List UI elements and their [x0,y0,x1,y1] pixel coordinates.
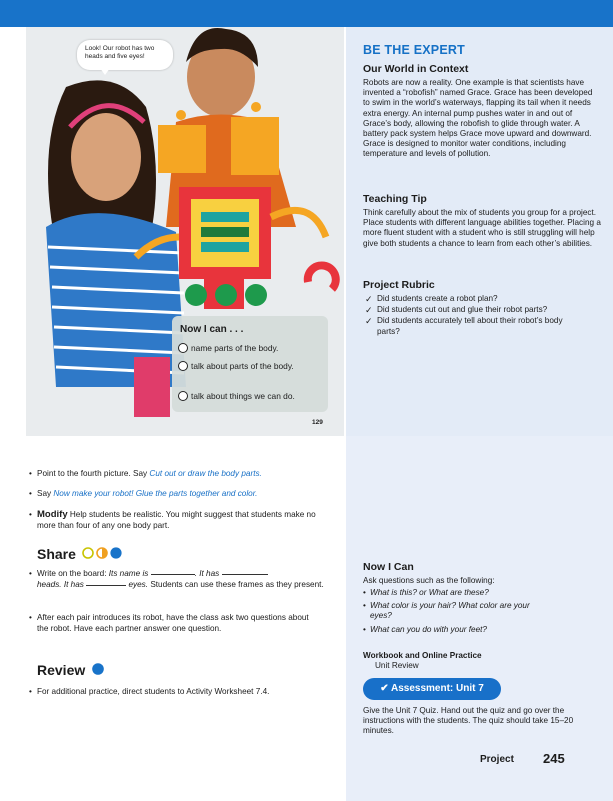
review-bullet: • For additional practice, direct students to Activity Worksheet 7.4. [29,687,270,696]
checkbox-circle-icon [178,361,188,371]
rubric-item: ✓ Did students create a robot plan? [365,294,498,304]
review-level-icon [91,662,107,676]
be-the-expert-title: BE THE EXPERT [363,43,465,57]
question-bullet: • What can you do with your feet? [363,625,487,634]
project-rubric-heading: Project Rubric [363,279,435,291]
assessment-text: Give the Unit 7 Quiz. Hand out the quiz and go over the instructions with the students. The quiz should take 15–20 minutes. [363,706,574,736]
speech-bubble-tail [100,68,110,75]
modify-bullet: • Modify Help students be realistic. You might suggest that students make no more than four of any one body part. [29,509,316,530]
checkmark-icon: ✓ [365,294,373,304]
top-color-bar [0,0,613,27]
checkbox-circle-icon [178,343,188,353]
rubric-item: ✓ Did students accurately tell about their robot’s body parts? [365,316,563,336]
share-heading: Share [37,546,126,562]
workbook-heading: Workbook and Online Practice [363,651,482,660]
instruction-bullet: • Say Now make your robot! Glue the parts together and color. [29,489,258,498]
speech-text: Look! Our robot has two heads and five eyes! [85,45,155,60]
student-page-number: 129 [312,419,323,426]
teaching-tip-text: Think carefully about the mix of students you group for a project. Place students with different language abilities together. Placing a more fluent student with a student who is still struggling will help give both students a chance to learn from each other’s abilities. [363,208,601,248]
now-i-can-item: talk about parts of the body. [178,361,299,372]
speech-bubble [77,40,173,70]
now-i-can-item: name parts of the body. [178,343,278,354]
teaching-tip-heading: Teaching Tip [363,193,427,205]
rubric-list [363,294,601,338]
assessment-badge: ✔ Assessment: Unit 7 [363,678,501,700]
share-level-icons [82,546,126,560]
question-bullet: • What color is your hair? What color are your eyes? [363,601,530,620]
checkmark-icon: ✓ [365,305,373,316]
share-bullet: • After each pair introduces its robot, have the class ask two questions about the robot. Have each partner answer one question. [29,613,309,633]
footer-section-label: Project [480,754,514,765]
rubric-item: ✓ Did students cut out and glue their robot parts? [365,305,548,316]
checkbox-circle-icon [178,391,188,401]
review-heading: Review [37,662,107,678]
now-i-can-item: talk about things we can do. [178,391,295,402]
now-i-can-intro: Ask questions such as the following: [363,576,495,585]
world-context-heading: Our World in Context [363,63,469,75]
now-i-can-sidebar-heading: Now I Can [363,561,414,573]
share-bullet: • Write on the board: Its name is . It has heads. It has eyes. Students can use these frames as they present. [29,569,324,589]
question-bullet: • What is this? or What are these? [363,588,489,597]
instruction-bullet: • Point to the fourth picture. Say Cut out or draw the body parts. [29,469,262,478]
footer-page-number: 245 [543,751,565,766]
checkmark-icon: ✓ [365,316,373,327]
world-context-text: Robots are now a reality. One example is that scientists have invented a “robofish” named Grace. Grace has been developed to swim in the world’s waterways, flapping its tail when it needs extra energy. An internal pump pushes water in and out of Grace’s body, allowing the robofish to glide through water. A battery pack system helps Grace move upward and downward. Grace is designed to monitor water conditions, including temperature and levels of pollution. [363,78,593,159]
workbook-subitem: Unit Review [375,661,419,670]
now-i-can-title: Now I can . . . [180,324,244,335]
